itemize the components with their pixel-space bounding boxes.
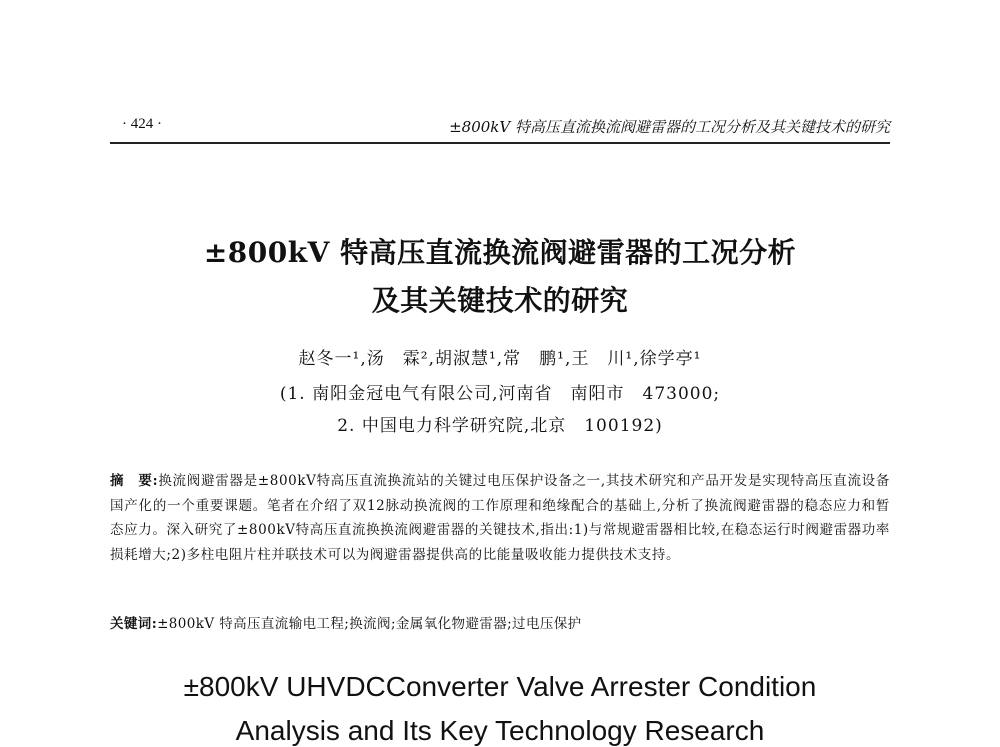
paper-title-line-1: ±800kV 特高压直流换流阀避雷器的工况分析 <box>203 236 797 269</box>
affiliation-line-1: (1. 南阳金冠电气有限公司,河南省 南阳市 473000; <box>279 384 721 404</box>
page-number: · 424 · <box>122 116 162 132</box>
keywords-text: ±800kV 特高压直流输电工程;换流阀;金属氧化物避雷器;过电压保护 <box>157 616 582 632</box>
english-title-line-1: ±800kV UHVDCConverter Valve Arrester Condition <box>183 671 817 702</box>
paper-title-line-2: 及其关键技术的研究 <box>371 284 629 317</box>
keywords <box>110 612 890 632</box>
keywords-label: 关键词: <box>110 616 158 632</box>
author-list: 赵冬一¹,汤 霖²,胡淑慧¹,常 鹏¹,王 川¹,徐学亭¹ <box>298 349 702 369</box>
abstract-label: 摘 要: <box>110 473 159 489</box>
abstract <box>110 469 890 567</box>
running-title: ±800kV 特高压直流换流阀避雷器的工况分析及其关键技术的研究 <box>449 118 890 136</box>
affiliation-line-2: 2. 中国电力科学研究院,北京 100192) <box>337 416 663 436</box>
running-header <box>110 116 890 144</box>
english-title-line-2: Analysis and Its Key Technology Research <box>235 715 765 746</box>
abstract-text: 换流阀避雷器是±800kV特高压直流换流站的关键过电压保护设备之一,其技术研究和产品开发是实现特高压直流设备国产化的一个重要课题。笔者在介绍了双12脉动换流阀的工作原理和绝缘配合的基础上,分析了换流阀避雷器的稳态应力和暂态应力。深入研究了±800kV特高压直流换换流阀避雷器的关键技术,指出:1)与常规避雷器相比较,在稳态运行时阀避雷器功率损耗增大;2)多柱电阻片柱并联技术可以为阀避雷器提供高的比能量吸收能力提供技术支持。 <box>110 473 890 563</box>
